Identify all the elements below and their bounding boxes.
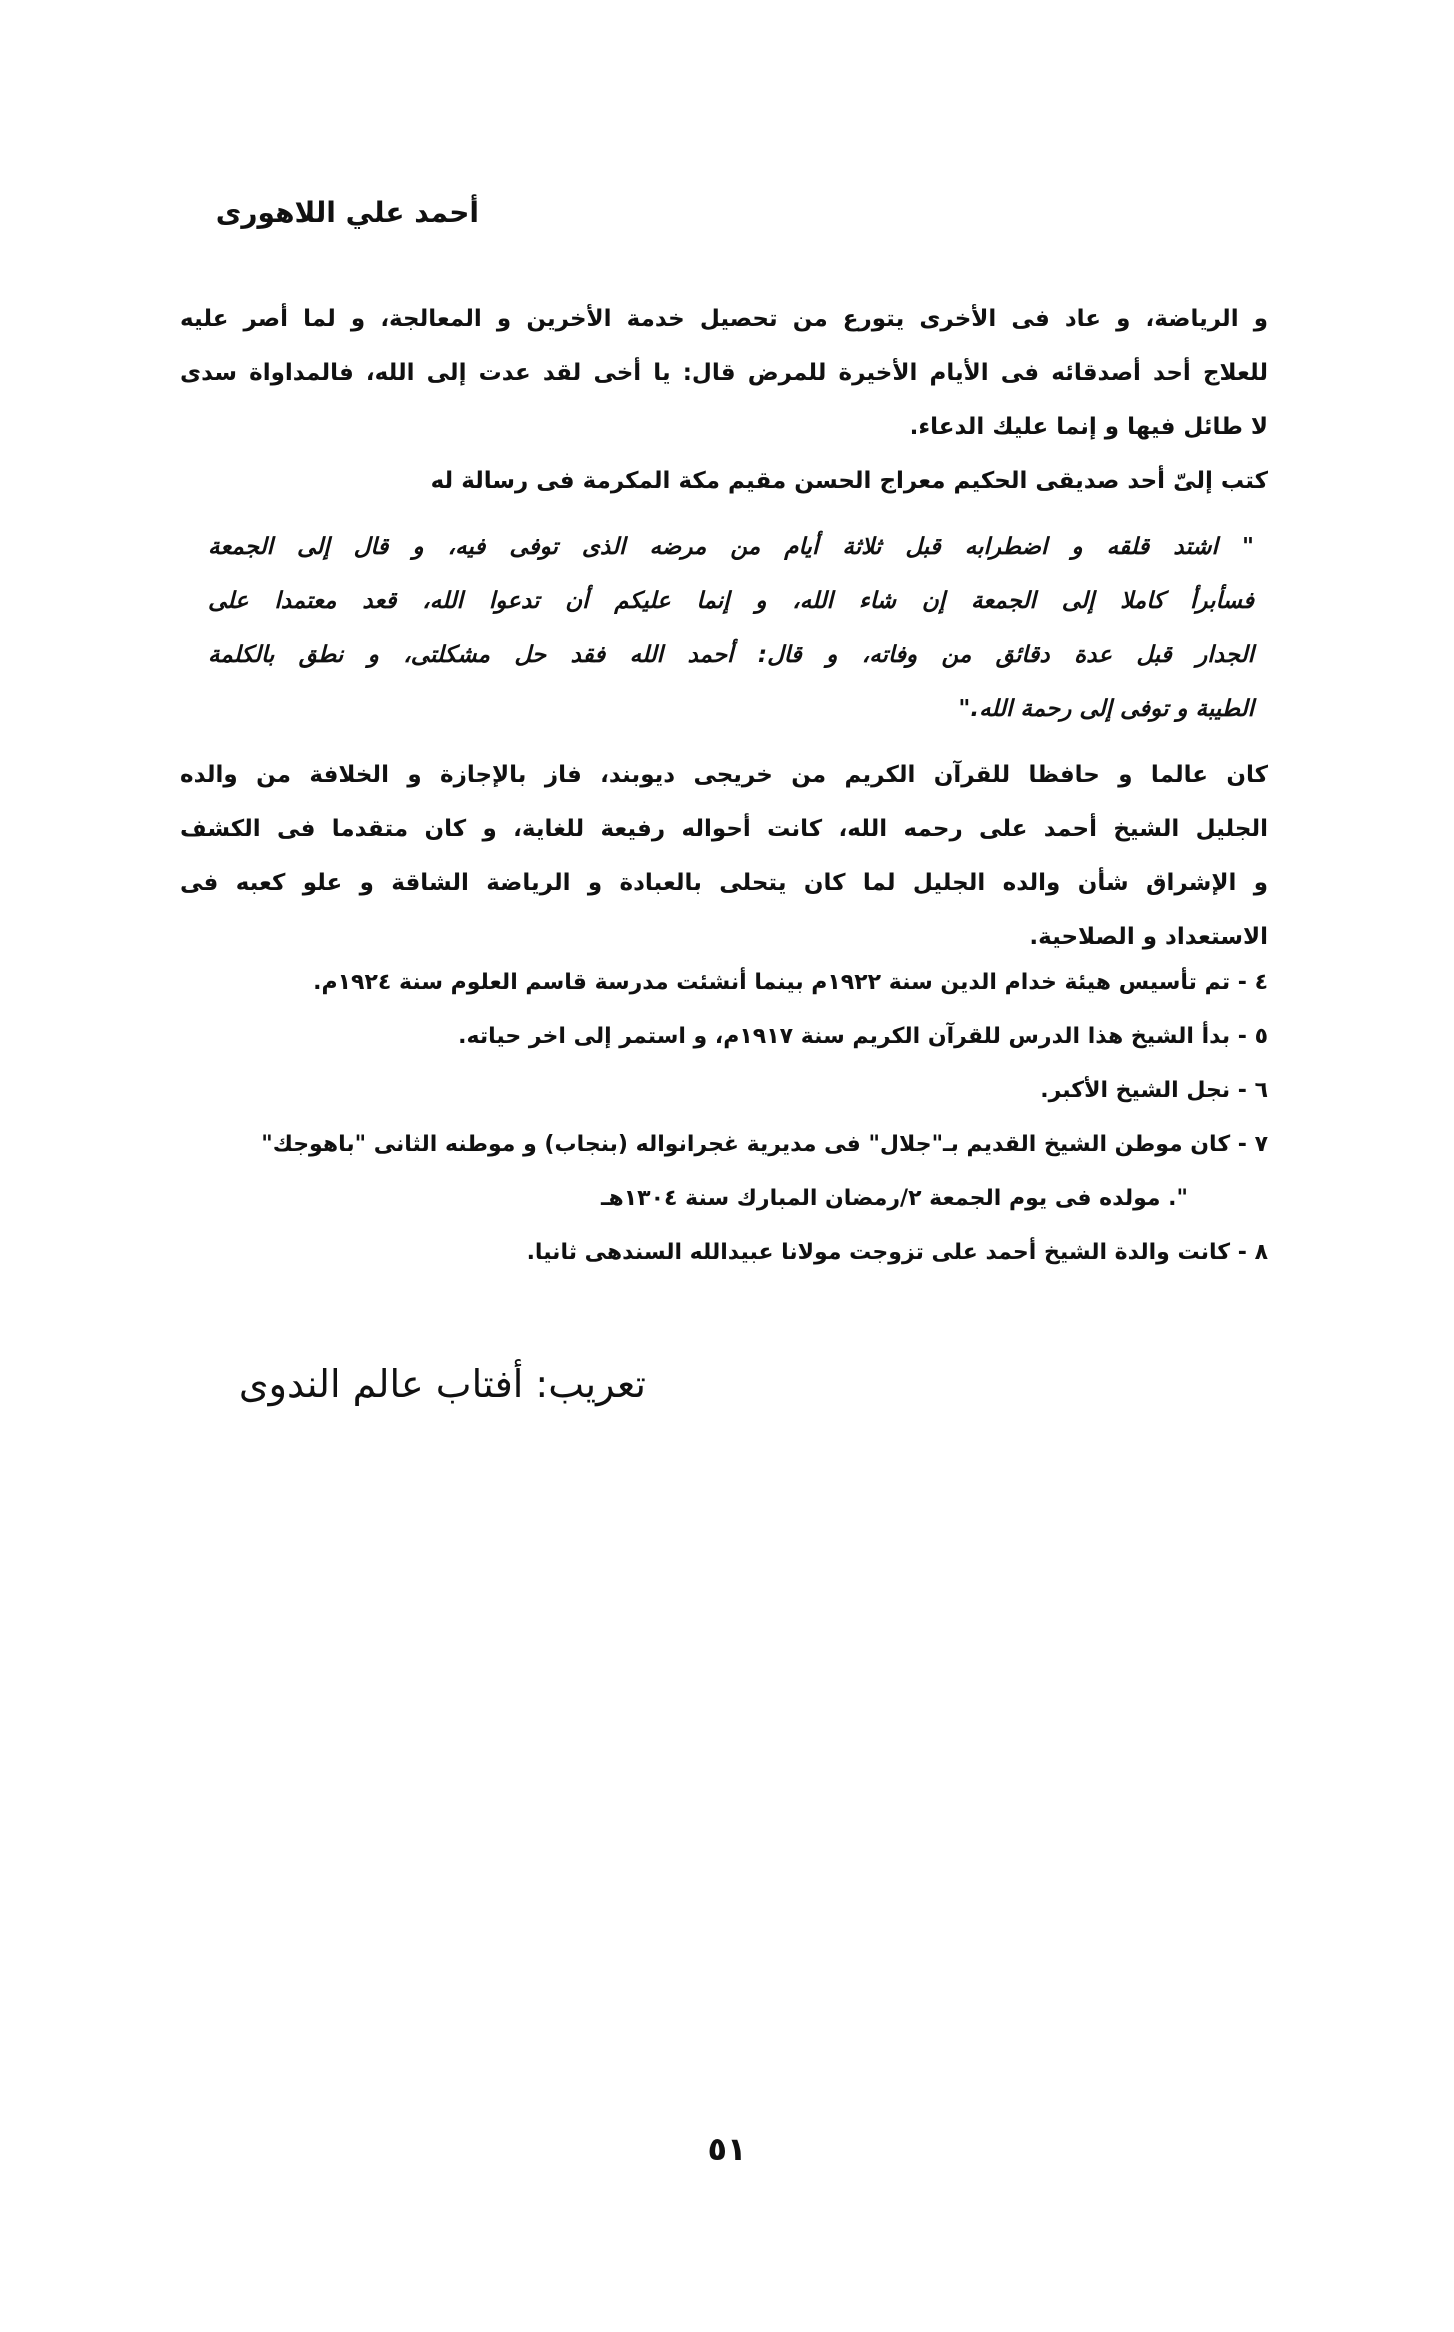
- text-line: للعلاج أحد أصدقائه فى الأيام الأخيرة للمرض قال: يا أخى لقد عدت إلى الله، فالمداواة سدى: [180, 360, 1268, 386]
- footnote: ٤ - تم تأسيس هيئة خدام الدين سنة ١٩٢٢م بينما أنشئت مدرسة قاسم العلوم سنة ١٩٢٤م.: [313, 970, 1268, 995]
- footnote: ٧ - كان موطن الشيخ القديم بـ"جلال" فى مديرية غجرانواله (بنجاب) و موطنه الثانى "باهوجك": [261, 1132, 1268, 1157]
- text-line: كتب إلىّ أحد صديقى الحكيم معراج الحسن مقيم مكة المكرمة فى رسالة له: [430, 468, 1268, 494]
- intro-paragraph: [180, 292, 1268, 508]
- page-number: ٥١: [707, 2130, 747, 2168]
- text-line: كان عالما و حافظا للقرآن الكريم من خريجى ديوبند، فاز بالإجازة و الخلافة من والده: [180, 762, 1268, 788]
- footnote-continuation: ". مولده فى يوم الجمعة ٢/رمضان المبارك سنة ١٣٠٤هـ: [600, 1186, 1188, 1211]
- text-line: و الرياضة، و عاد فى الأخرى يتورع من تحصيل خدمة الأخرين و المعالجة، و لما أصر عليه: [180, 306, 1268, 332]
- quote-line: فسأبرأ كاملا إلى الجمعة إن شاء الله، و إنما عليكم أن تدعوا الله، قعد معتمدا على: [208, 588, 1254, 614]
- footnote: ٨ - كانت والدة الشيخ أحمد على تزوجت مولانا عبيدالله السندهى ثانيا.: [526, 1240, 1268, 1265]
- footnote: ٦ - نجل الشيخ الأكبر.: [1040, 1078, 1268, 1103]
- footnotes: [180, 956, 1268, 1280]
- quote-line: الطيبة و توفى إلى رحمة الله.": [958, 696, 1254, 722]
- quote-line: الجدار قبل عدة دقائق من وفاته، و قال: أحمد الله فقد حل مشكلتى، و نطق بالكلمة: [208, 642, 1254, 668]
- translator-credit: تعريب: أفتاب عالم الندوى: [238, 1362, 646, 1406]
- footnote: ٥ - بدأ الشيخ هذا الدرس للقرآن الكريم سنة ١٩١٧م، و استمر إلى اخر حياته.: [458, 1024, 1268, 1049]
- text-line: الجليل الشيخ أحمد على رحمه الله، كانت أحواله رفيعة للغاية، و كان متقدما فى الكشف: [180, 816, 1268, 842]
- text-line: و الإشراق شأن والده الجليل لما كان يتحلى بالعبادة و الرياضة الشاقة و علو كعبه فى: [180, 870, 1268, 896]
- quoted-letter: [208, 520, 1254, 736]
- text-line: الاستعداد و الصلاحية.: [1029, 924, 1268, 950]
- biography-note: [180, 748, 1268, 964]
- running-header: أحمد علي اللاهوری: [215, 196, 479, 229]
- quote-line: " اشتد قلقه و اضطرابه قبل ثلاثة أيام من مرضه الذى توفى فيه، و قال إلى الجمعة: [208, 534, 1254, 560]
- text-line: لا طائل فيها و إنما عليك الدعاء.: [909, 414, 1268, 440]
